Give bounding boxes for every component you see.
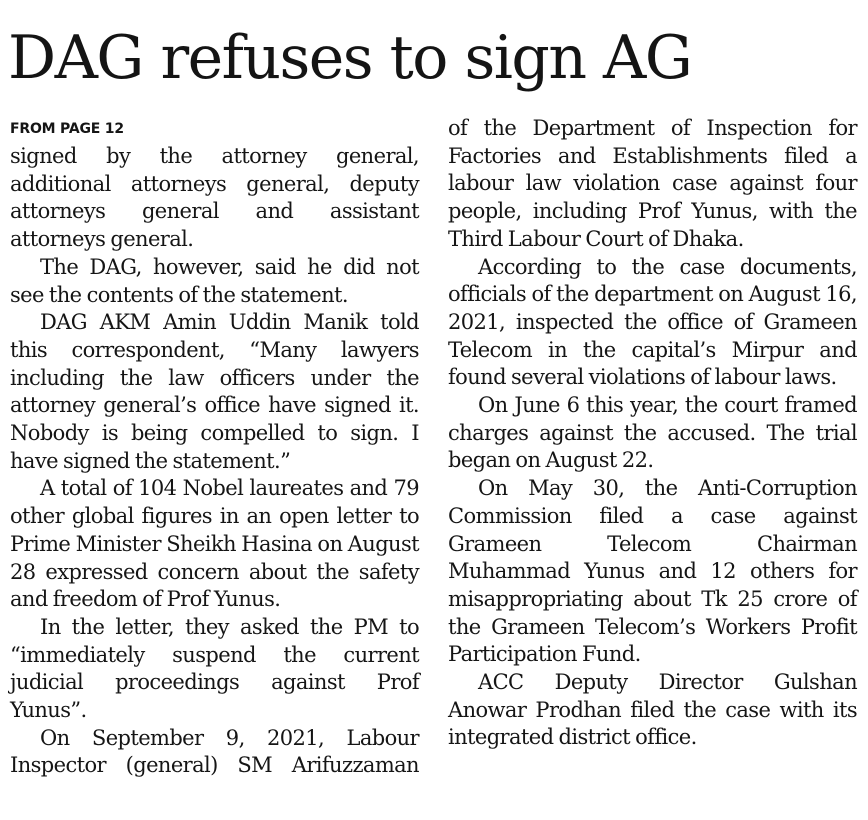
paragraph: According to the case documents, officials of the department on August 16, 2021, inspected the office of Grameen Telecom in the capital’s Mirpur and found several violations of labour laws. [448,254,857,390]
paragraph: ACC Deputy Director Gulshan Anowar Prodhan filed the case with its integrated district office. [448,670,857,750]
paragraph: On September 9, 2021, Labour Inspector (general) SM Arifuzzaman [10,725,419,778]
jump-line: FROM PAGE 12 [10,121,124,137]
article-column-left [10,115,419,780]
paragraph: signed by the attorney general, additional attorneys general, deputy attorneys general and assistant attorneys general. [10,144,419,252]
paragraph: DAG AKM Amin Uddin Manik told this correspondent, “Many lawyers including the law officers under the attorney general’s office have signed it. Nobody is being compelled to sign. I have signed the statement.” [10,310,419,473]
headline: DAG refuses to sign AG [8,23,692,93]
paragraph: On June 6 this year, the court framed charges against the accused. The trial began on August 22. [448,393,857,473]
paragraph: In the letter, they asked the PM to “immediately suspend the current judicial proceedings against Prof Yunus”. [10,614,419,723]
paragraph: The DAG, however, said he did not see the contents of the statement. [10,254,419,307]
paragraph: On May 30, the Anti-Corruption Commission filed a case against Grameen Telecom Chairman Muhammad Yunus and 12 others for misappropriating about Tk 25 crore of the Grameen Telecom’s Workers Profit Participation Fund. [448,476,857,667]
article-column-right [448,115,857,752]
paragraph: A total of 104 Nobel laureates and 79 other global figures in an open letter to Prime Minister Sheikh Hasina on August 28 expressed concern about the safety and freedom of Prof Yunus. [10,476,419,612]
paragraph: of the Department of Inspection for Factories and Establishments filed a labour law violation case against four people, including Prof Yunus, with the Third Labour Court of Dhaka. [448,116,857,251]
